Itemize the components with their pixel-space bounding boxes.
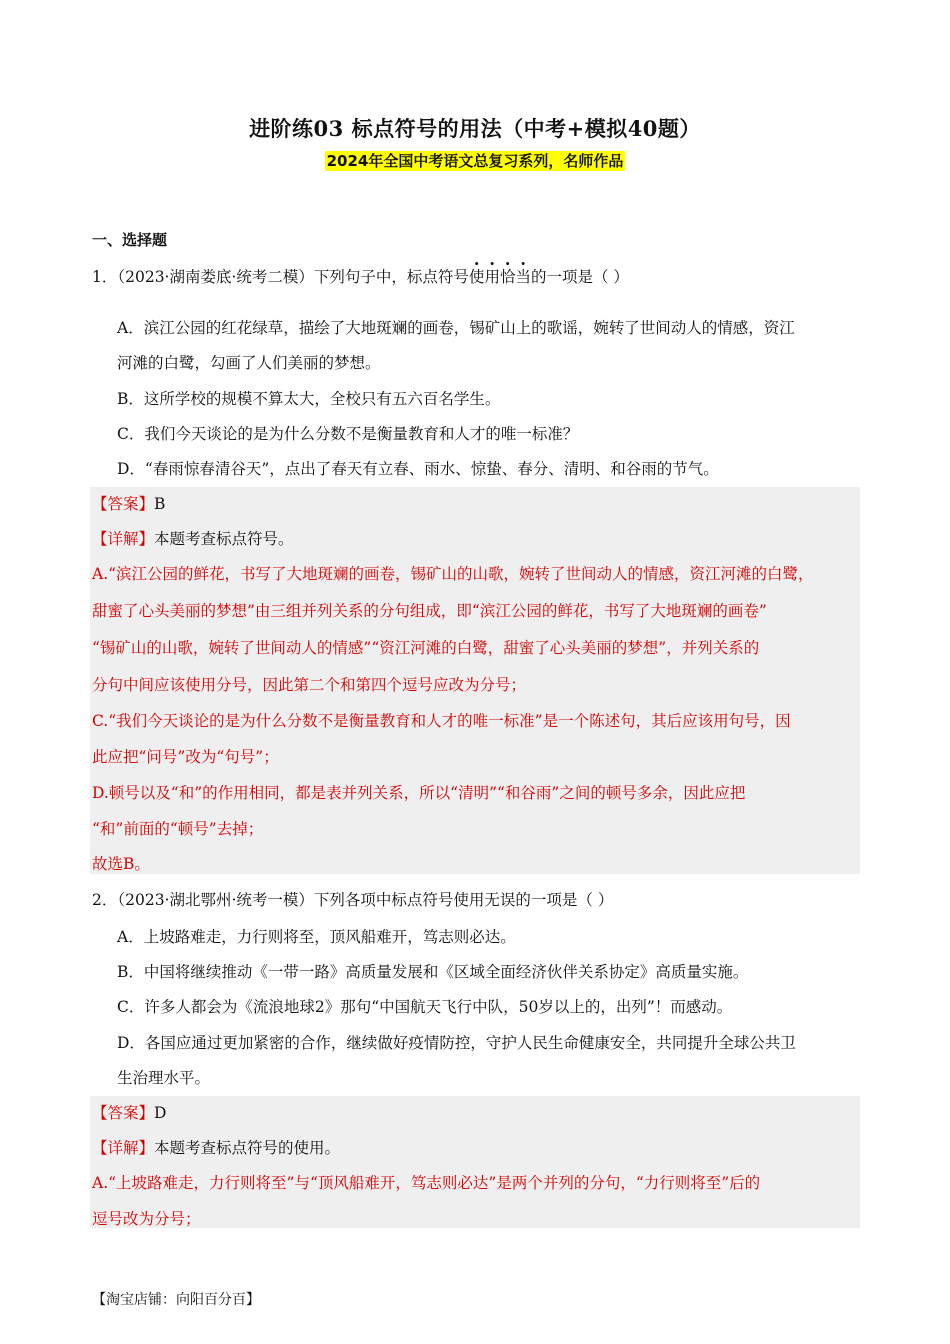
q1-explanation-line: D.顿号以及“和”的作用相同，都是表并列关系，所以“清明”“和谷雨”之间的顿号多余，因此应把 (92, 784, 746, 802)
emphasis-char: 使 (468, 268, 485, 286)
q1-explanation-line: “锡矿山的山歌，婉转了世间动人的情感”“资江河滩的白鹭，甜蜜了心头美丽的梦想”，并列关系的 (92, 639, 760, 657)
q1-explanation-line: A.“滨江公园的鲜花，书写了大地斑斓的画卷，锡矿山的山歌，婉转了世间动人的情感，资江河滩的白鹭， (92, 565, 814, 583)
q1-option-a-line1: A．滨江公园的红花绿草，描绘了大地斑斓的画卷，锡矿山上的歌谣，婉转了世间动人的情感，资江 (117, 319, 795, 337)
q1-detail (92, 527, 294, 549)
q1-conclusion: 故选B。 (92, 855, 150, 873)
q1-option-b: B．这所学校的规模不算太大，全校只有五六百名学生。 (117, 390, 501, 408)
page-title: 进阶练03 标点符号的用法（中考+模拟40题） (249, 116, 701, 141)
q1-explanation-line: 此应把“问号”改为“句号”； (92, 748, 279, 766)
detail-tag: 【详解】 (92, 530, 155, 548)
q2-option-d-line1: D．各国应通过更加紧密的合作，继续做好疫情防控，守护人民生命健康安全，共同提升全球公共卫 (117, 1034, 796, 1052)
detail-text: 本题考查标点符号的使用。 (154, 1139, 341, 1157)
q1-explanation-line: C.“我们今天谈论的是为什么分数不是衡量教育和人才的唯一标准”是一个陈述句，其后应该用句号，因 (92, 712, 791, 730)
q2-answer (92, 1101, 166, 1123)
page-footer: 【淘宝店铺：向阳百分百】 (92, 1292, 260, 1308)
q1-option-c: C．我们今天谈论的是为什么分数不是衡量教育和人才的唯一标准？ (117, 425, 579, 443)
q2-option-d-line2: 生治理水平。 (117, 1069, 211, 1087)
section-heading: 一、选择题 (92, 231, 168, 249)
answer-tag: 【答案】 (92, 495, 155, 513)
q1-answer (92, 492, 165, 514)
q1-option-d: D．“春雨惊春清谷天”，点出了春天有立春、雨水、惊蛰、春分、清明、和谷雨的节气。 (117, 460, 719, 478)
answer-value: D (154, 1104, 167, 1122)
detail-text: 本题考查标点符号。 (154, 530, 294, 548)
answer-value: B (154, 495, 166, 513)
q2-explanation-line: 逗号改为分号； (92, 1210, 201, 1228)
q2-detail (92, 1136, 340, 1158)
q2-explanation-line: A.“上坡路难走，力行则将至”与“顶风船难开，笃志则必达”是两个并列的分句，“力行则将至”后的 (92, 1174, 761, 1192)
emphasis-char: 当 (515, 268, 531, 286)
detail-tag: 【详解】 (92, 1139, 155, 1157)
q1-explanation-line: 分句中间应该使用分号，因此第二个和第四个逗号应改为分号； (92, 676, 527, 694)
subtitle-wrap (0, 150, 950, 171)
q1-option-a-line2: 河滩的白鹭，勾画了人们美丽的梦想。 (117, 354, 381, 372)
q1-explanation-line: 甜蜜了心头美丽的梦想”由三组并列关系的分句组成，即“滨江公园的鲜花，书写了大地斑斓的画卷” (92, 602, 767, 620)
q1-stem-post: 的一项是（ ） (530, 268, 629, 286)
emphasis-char: 恰 (499, 268, 516, 286)
answer-tag: 【答案】 (92, 1104, 155, 1122)
q2-stem: 2．（2023·湖北鄂州·统考一模）下列各项中标点符号使用无误的一项是（ ） (92, 891, 614, 909)
q2-option-b: B．中国将继续推动《一带一路》高质量发展和《区域全面经济伙伴关系协定》高质量实施。 (117, 963, 749, 981)
emphasis-char: 用 (484, 268, 500, 286)
q2-option-a: A．上坡路难走，力行则将至，顶风船难开，笃志则必达。 (117, 928, 516, 946)
q2-answer-block (90, 1096, 860, 1228)
q1-stem (92, 265, 629, 287)
q2-option-c: C．许多人都会为《流浪地球2》那句“中国航天飞行中队，50岁以上的，出列”！而感动。 (117, 998, 733, 1016)
q1-stem-pre: 1．（2023·湖南娄底·统考二模）下列句子中，标点符号 (92, 268, 469, 286)
q1-explanation-line: “和”前面的“顿号”去掉； (92, 820, 264, 838)
subtitle-highlight: 2024年全国中考语文总复习系列，名师作品 (326, 152, 624, 170)
